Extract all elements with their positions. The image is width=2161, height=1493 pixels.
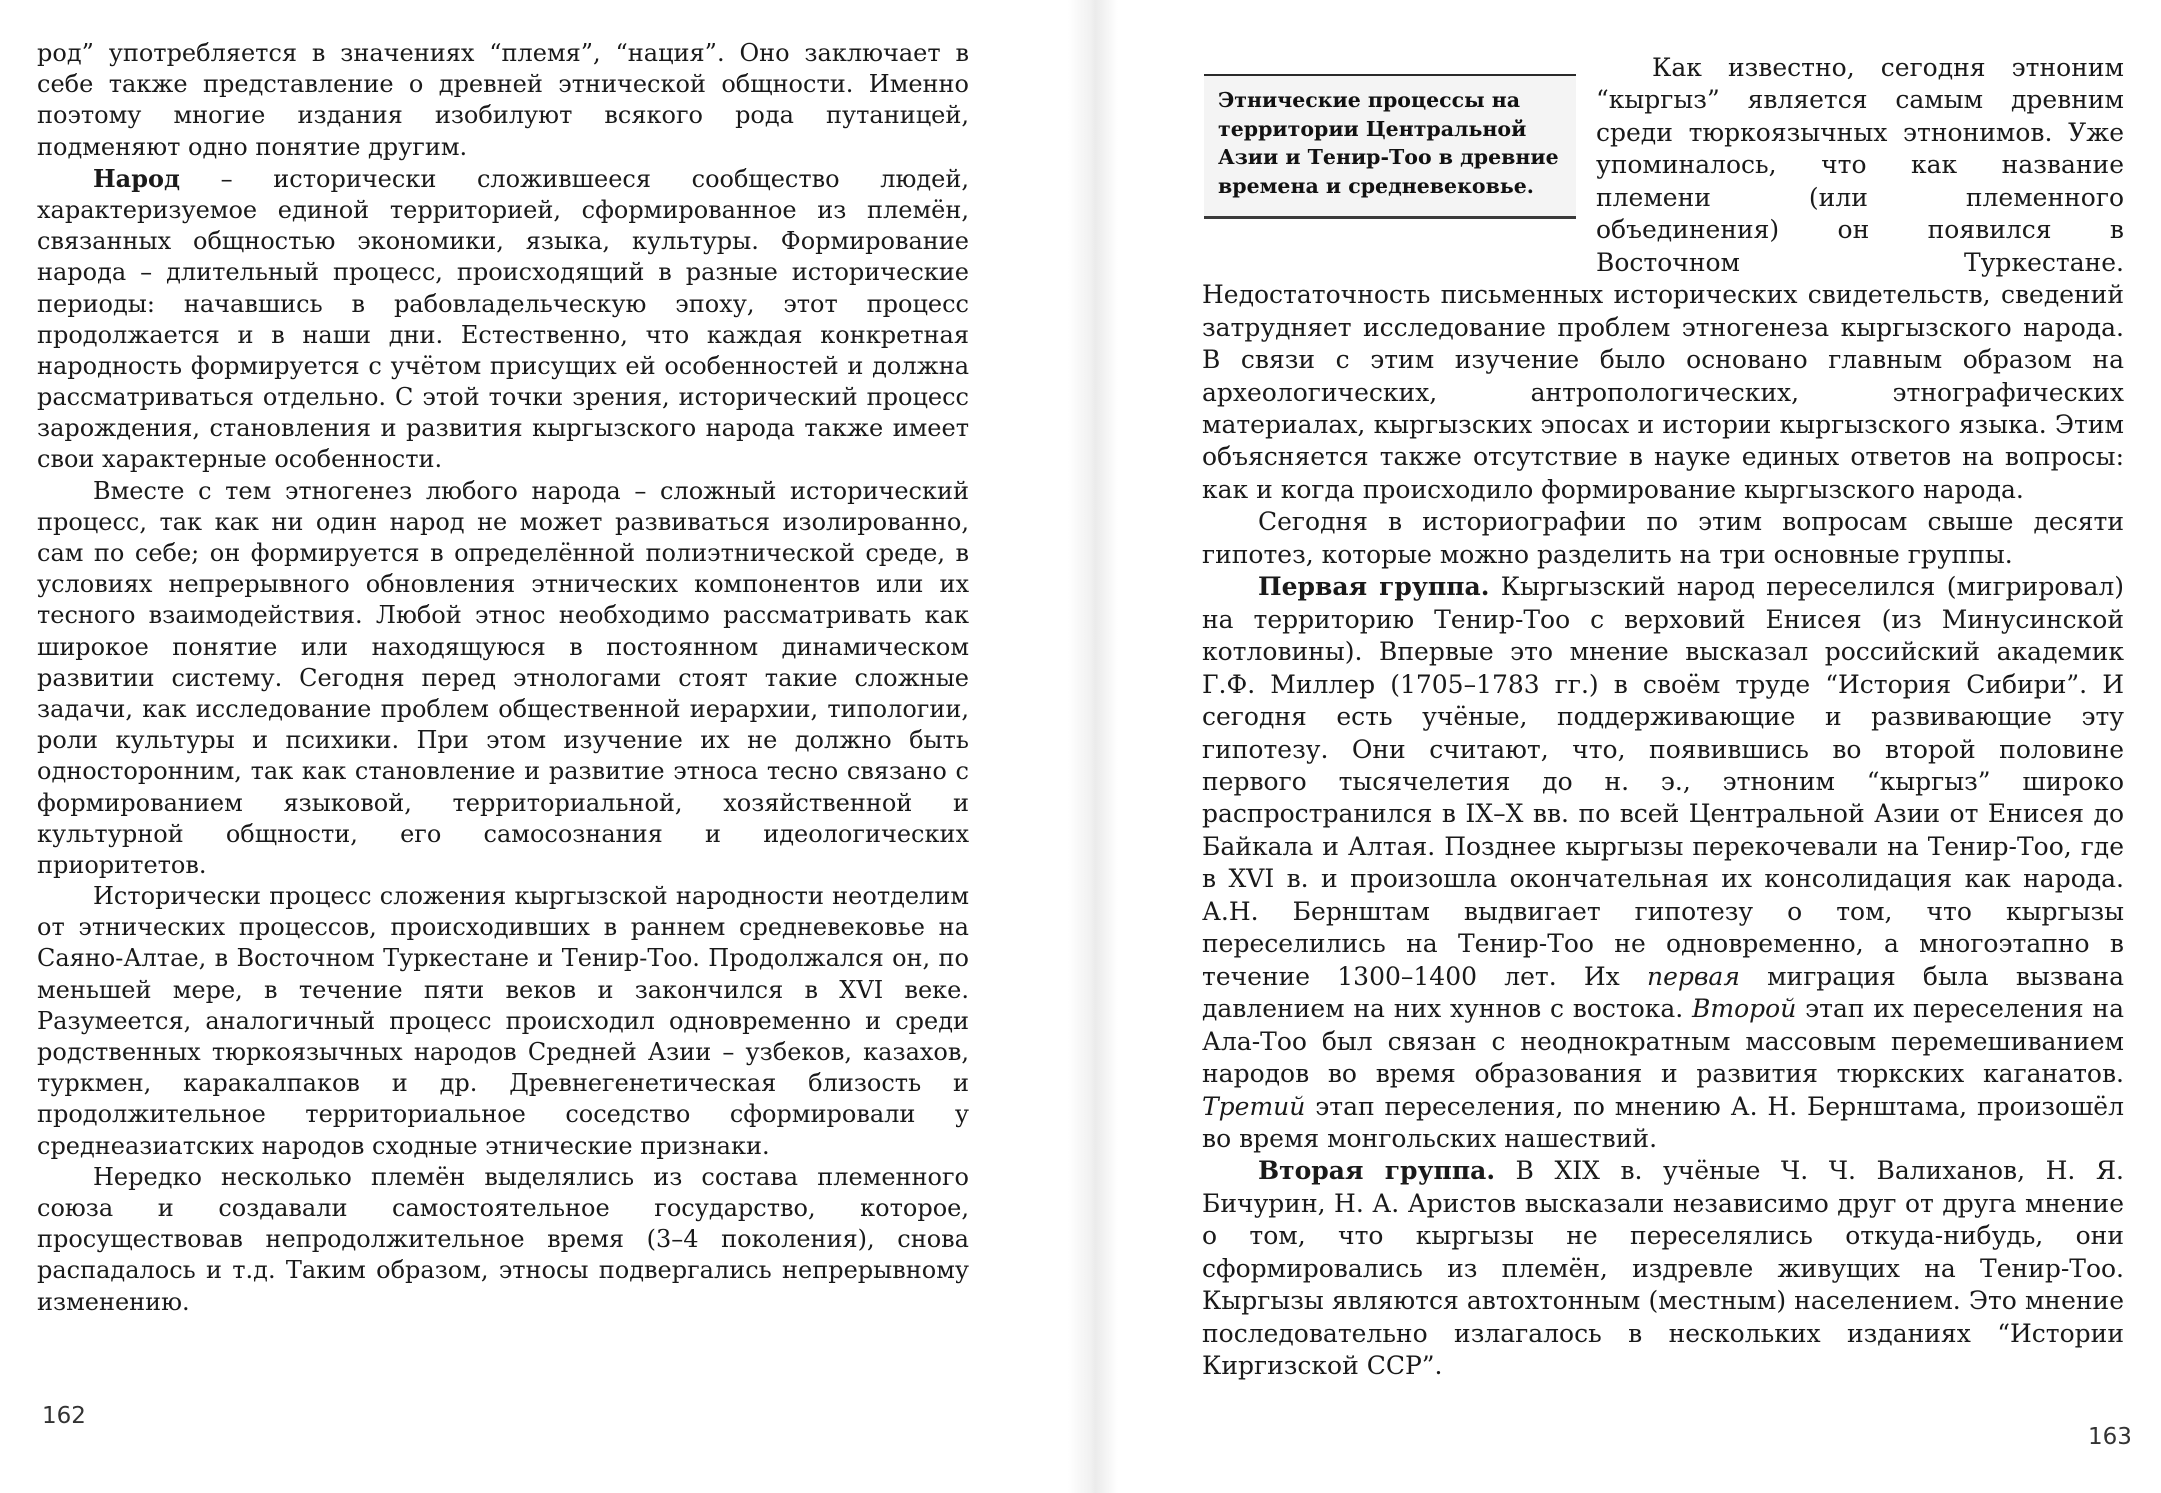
paragraph-text: Сегодня в историографии по этим вопросам свыше десяти гипотез, которые можно разделить на три основные группы.	[1202, 507, 2124, 569]
paragraph-text: В XIX в. учёные Ч. Ч. Валиханов, Н. Я. Бичурин, Н. А. Аристов высказали независимо друг от друга мнение о том, что кыргызы не переселялись откуда-нибудь, они сформировались из племён, издревле живущих на Тенир-Тоо. Кыргызы являются автохтонным (местным) населением. Это мнение последовательно излагалось в нескольких изданиях “Истории Киргизской ССР”.	[1202, 1156, 2124, 1381]
paragraph-text: род” употребляется в значениях “племя”, “нация”. Оно заключает в себе также представление о древней этнической общности. Именно поэтому многие издания изобилуют всякого рода путаницей, подменяют одно понятие другим.	[37, 39, 969, 161]
paragraph	[37, 476, 969, 881]
page-number: 163	[2088, 1424, 2132, 1450]
paragraph-text: Исторически процесс сложения кыргызской народности неотделим от этнических процессов, происходивших в раннем средневековье на Саяно-Алтае, в Восточном Туркестане и Тенир-Тоо. Продолжался он, по меньшей мере, в течение пяти веков и закончился в XVI веке. Разумеется, аналогичный процесс происходил одновременно и среди родственных тюркоязычных народов Средней Азии – узбеков, казахов, туркмен, каракалпаков и др. Древнегенетическая близость и продолжительное территориальное соседство сформировали у среднеазиатских народов сходные этнические признаки.	[37, 882, 969, 1160]
italic-term: Второй	[1692, 994, 1797, 1024]
paragraph-text: Нередко несколько племён выделялись из состава племенного союза и создавали самостоятельное государство, которое, просуществовав непродолжительное время (3–4 поколения), снова распадалось и т.д. Таким образом, этносы подвергались непрерывному изменению.	[37, 1162, 969, 1316]
sidebar-heading-box	[1194, 60, 1572, 266]
paragraph	[1202, 571, 2124, 1155]
term-first-group: Первая группа.	[1258, 572, 1490, 602]
paragraph-text: Кыргызский народ переселился (мигрировал) на территорию Тенир-Тоо с верховий Енисея (из Минусинской котловины). Впервые это мнение высказал российский академик Г.Ф. Миллер (1705–1783 гг.) в своём труде “История Сибири”. И сегодня есть учёные, поддерживающие и развивающие эту гипотезу. Они считают, что, появившись во второй половине первого тысячелетия до н. э., этноним “кыргыз” широко распространился в IX–X вв. по всей Центральной Азии от Енисея до Байкала и Алтая. Позднее кыргызы перекочевали на Тенир-Тоо, где в XVI в. и произошла окончательная их консолидация как народа. А.Н. Бернштам выдвигает гипотезу о том, что кыргызы переселились на Тенир-Тоо не одновременно, а многоэтапно в течение 1300–1400 лет. Их	[1202, 572, 2124, 991]
left-page	[0, 0, 1080, 1493]
paragraph-text: этап переселения, по мнению А. Н. Бернштама, произошёл во время монгольских нашествий.	[1202, 1091, 2124, 1153]
paragraph-text: этап их переселения на Ала-Тоо был связан с неоднократным массовым перемешиванием народов во время образования и развития тюркских каганатов.	[1202, 994, 2124, 1089]
paragraph-text: миграция была вызвана давлением на них хуннов с востока.	[1202, 961, 2124, 1024]
paragraph-text: – исторически сложившееся сообщество людей, характеризуемое единой территорией, сформированное из племён, связанных общностью экономики, языка, культуры. Формирование народа – длительный процесс, происходящий в разные исторические периоды: начавшись в рабовладельческую эпоху, этот процесс продолжается и в наши дни. Естественно, что каждая конкретная народность формируется с учётом присущих ей особенностей и должна рассматриваться отдельно. С этой точки зрения, исторический процесс зарождения, становления и развития кыргызского народа также имеет свои характерные особенности.	[37, 164, 969, 474]
paragraph	[37, 881, 969, 1162]
italic-term: Третий	[1202, 1091, 1306, 1121]
page-number: 162	[42, 1403, 86, 1429]
paragraph-text: Вместе с тем этногенез любого народа – сложный исторический процесс, так как ни один народ не может развиваться изолированно, сам по себе; он формируется в определённой полиэтнической среде, в условиях непрерывного обновления этнических компонентов или их тесного взаимодействия. Любой этнос необходимо рассматривать как широкое понятие или находящуюся в постоянном динамическом развитии систему. Сегодня перед этнологами стоят такие сложные задачи, как исследование проблем общественной иерархии, типологии, роли культуры и психики. При этом изучение их не должно быть односторонним, так как становление и развитие этноса тесно связано с формированием языковой, территориальной, хозяйственной и культурной общности, его самосознания и идеологических приоритетов.	[37, 476, 969, 879]
left-page-text	[37, 38, 969, 1318]
sidebar-heading: Этнические процессы на территории Центральной Азии и Тенир-Тоо в древние времена и средневековье.	[1204, 74, 1576, 219]
paragraph	[37, 38, 969, 163]
italic-term: первая	[1646, 961, 1740, 991]
right-page	[1100, 0, 2161, 1493]
term-second-group: Вторая группа.	[1258, 1156, 1496, 1186]
paragraph	[1202, 1155, 2124, 1382]
right-page-text	[1202, 52, 2124, 1383]
paragraph	[37, 1162, 969, 1318]
term-narod: Народ	[93, 163, 181, 193]
paragraph	[1202, 506, 2124, 571]
paragraph	[37, 163, 969, 476]
paragraph-text: Как известно, сегодня этноним “кыргыз” является самым древним среди тюркоязычных этнонимов. Уже упоминалось, что как название племени (или племенного объединения) он появился в Восточном Туркестане. Недостаточность письменных исторических свидетельств, сведений затрудняет исследование проблем этногенеза кыргызского народа. В связи с этим изучение было основано главным образом на археологических, антропологических, этнографических материалах, кыргызских эпосах и истории кыргызского языка. Этим объясняется также отсутствие в науке единых ответов на вопросы: как и когда происходило формирование кыргызского народа.	[1202, 53, 2124, 504]
